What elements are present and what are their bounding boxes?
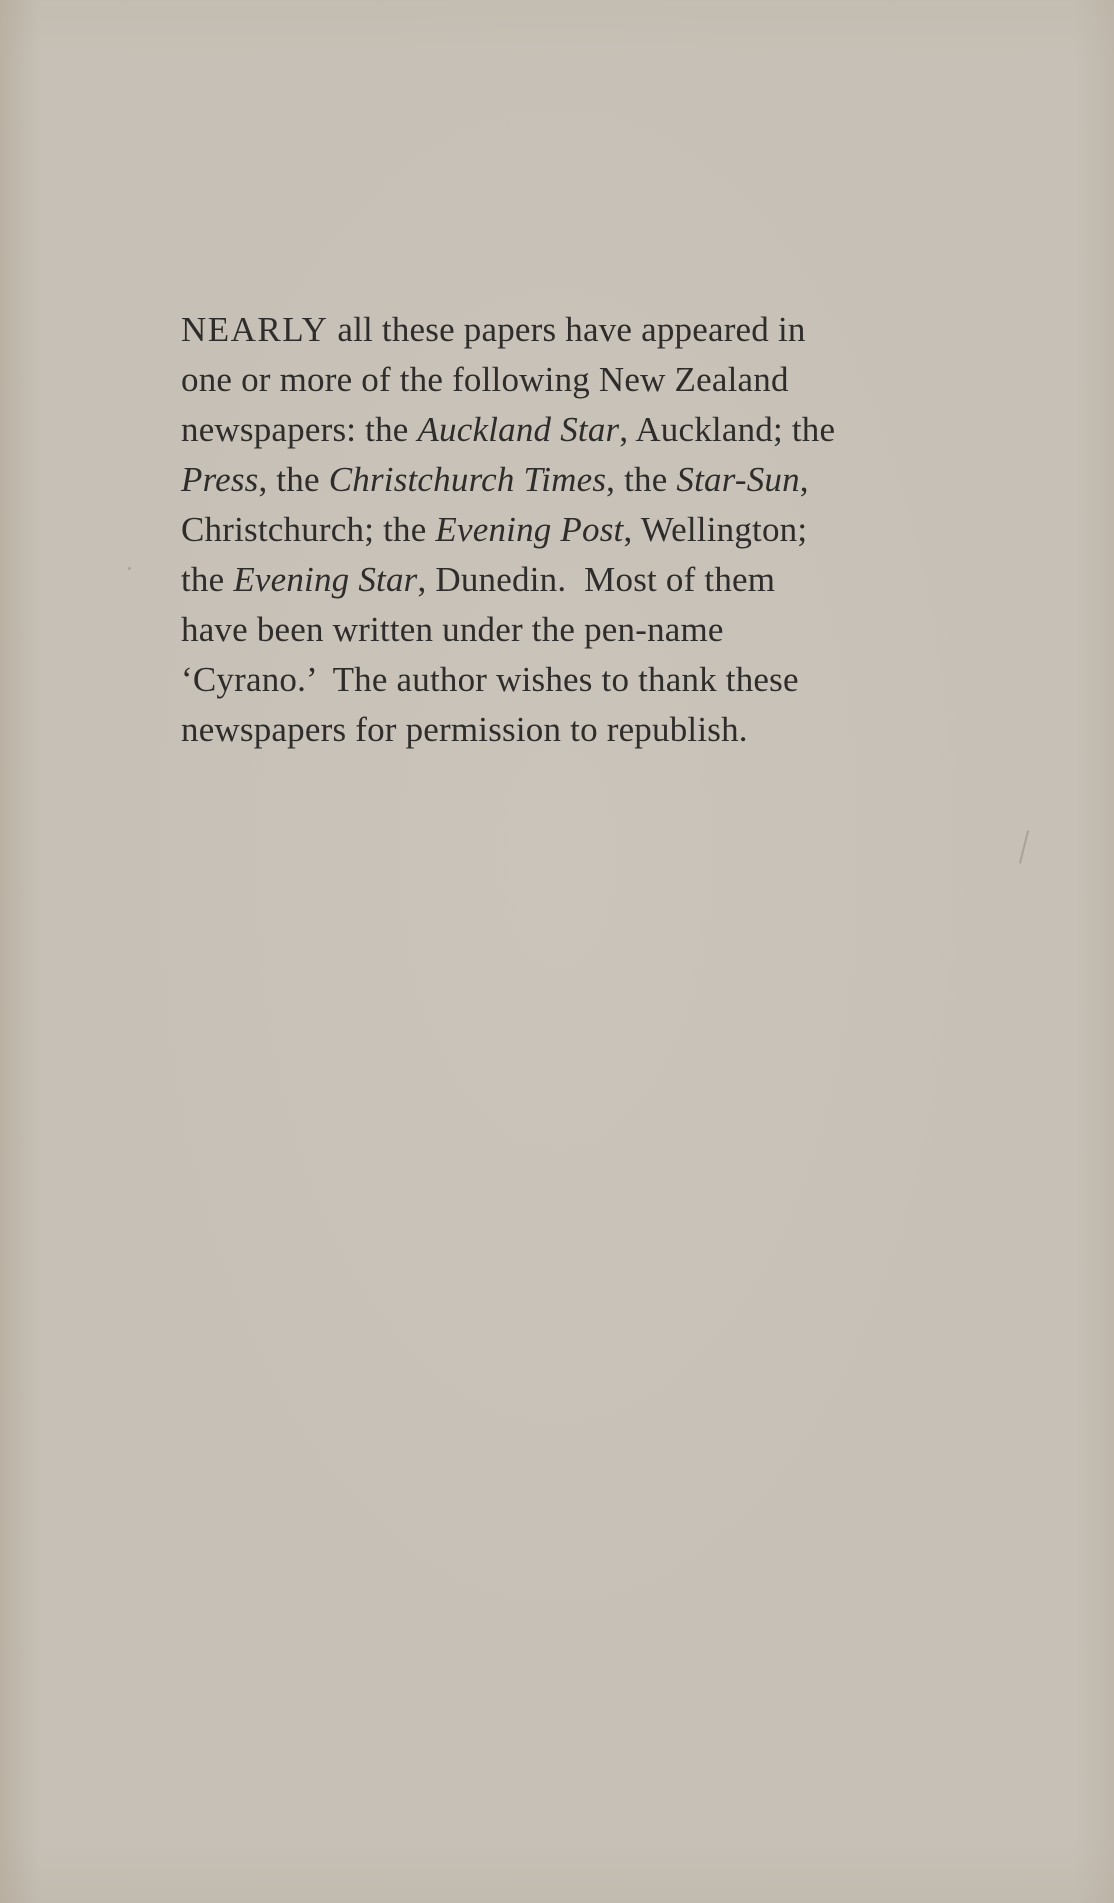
paragraph-line: newspapers for permission to republish.: [181, 710, 748, 749]
acknowledgement-paragraph: [181, 305, 935, 755]
newspaper-title: Star-Sun: [676, 460, 800, 499]
paper-speck: [128, 567, 131, 570]
paragraph-line: newspapers: the Auckland Star, Auckland; the: [181, 410, 836, 449]
newspaper-title: Press: [181, 460, 259, 499]
paragraph-line: one or more of the following New Zealand: [181, 360, 789, 399]
paper-scratch: [1019, 830, 1029, 863]
newspaper-title: Auckland Star: [417, 410, 620, 449]
paragraph-line: have been written under the pen-name: [181, 610, 724, 649]
paragraph-line: the Evening Star, Dunedin. Most of them: [181, 560, 776, 599]
newspaper-title: Christchurch Times: [328, 460, 607, 499]
paragraph-line: Press, the Christchurch Times, the Star-Sun,: [181, 460, 809, 499]
paragraph-line: Christchurch; the Evening Post, Wellington;: [181, 510, 808, 549]
newspaper-title: Evening Post: [435, 510, 624, 549]
paragraph-line: NEARLY all these papers have appeared in: [181, 310, 806, 349]
paragraph-line: ‘Cyrano.’ The author wishes to thank these: [181, 660, 799, 699]
newspaper-title: Evening Star: [233, 560, 418, 599]
opening-small-caps: NEARLY: [181, 310, 329, 349]
